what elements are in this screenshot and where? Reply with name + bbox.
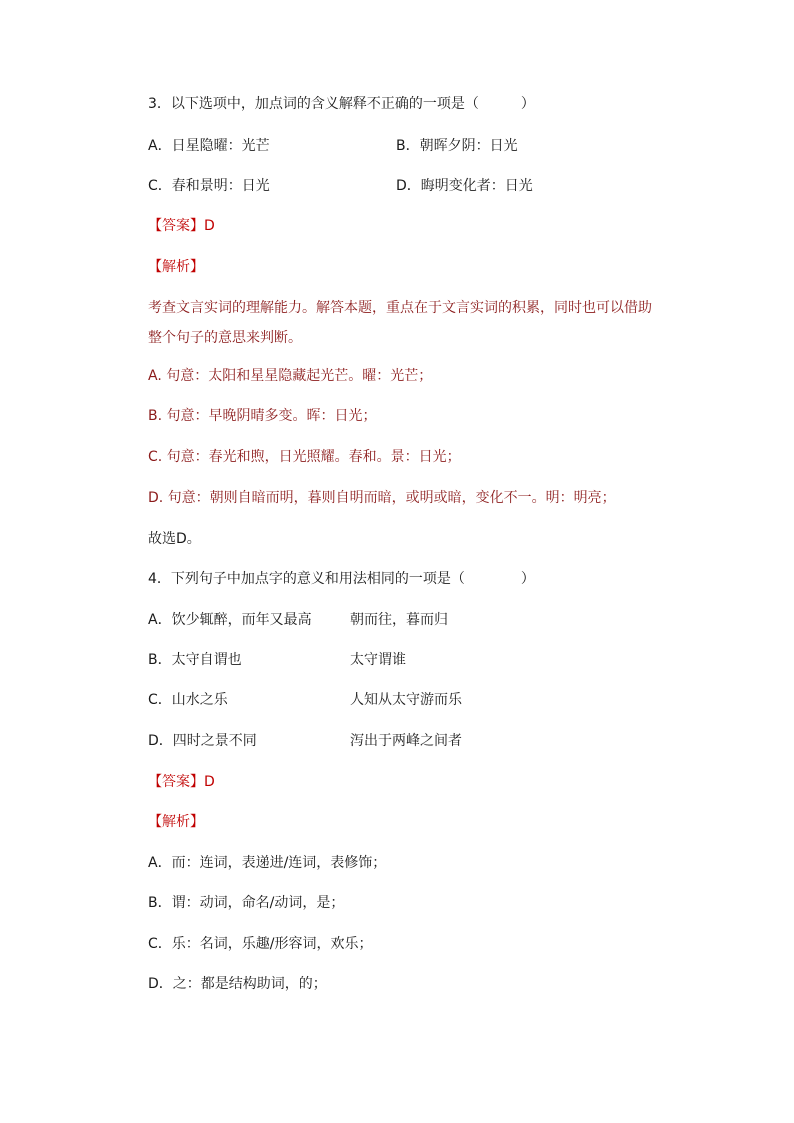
answer-tag: 【答案】 xyxy=(148,218,204,234)
q4-explanation-c: C．乐：名词，乐趣/形容词，欢乐； xyxy=(148,936,373,952)
q4-analysis-tag: 【解析】 xyxy=(148,814,204,830)
q4-answer xyxy=(148,772,215,792)
q3-option-a: A．日星隐曜：光芒 xyxy=(148,138,270,154)
answer-value: D xyxy=(204,218,215,234)
q4-explanation-b: B．谓：动词，命名/动词，是； xyxy=(148,895,345,911)
q3-option-d: D．晦明变化者：日光 xyxy=(396,178,533,194)
q4-option-b-right: 太守谓谁 xyxy=(350,652,406,668)
q3-explanation-d: D. 句意：朝则自暗而明，暮则自明而暗，或明或暗，变化不一。明：明亮； xyxy=(148,490,616,506)
q3-stem: 3．以下选项中，加点词的含义解释不正确的一项是（ ） xyxy=(148,96,535,112)
q3-answer xyxy=(148,216,215,236)
q3-explanation-a: A. 句意：太阳和星星隐藏起光芒。曜：光芒； xyxy=(148,368,433,384)
q4-explanation-d: D．之：都是结构助词，的； xyxy=(148,976,327,992)
q3-explanation-b: B. 句意：早晚阴晴多变。晖：日光； xyxy=(148,408,377,424)
q4-option-b-left: B．太守自谓也 xyxy=(148,652,242,668)
q4-stem: 4．下列句子中加点字的意义和用法相同的一项是（ ） xyxy=(148,571,535,587)
q4-option-d-right: 泻出于两峰之间者 xyxy=(350,733,462,749)
q3-option-b: B．朝晖夕阴：日光 xyxy=(396,138,518,154)
q4-option-a-left: A．饮少辄醉，而年又最高 xyxy=(148,612,312,628)
q4-option-d-left: D．四时之景不同 xyxy=(148,733,257,749)
q4-option-c-right: 人知从太守游而乐 xyxy=(350,692,462,708)
answer-value: D xyxy=(204,774,215,790)
q3-analysis-tag: 【解析】 xyxy=(148,259,204,275)
q3-explanation-c: C. 句意：春光和煦，日光照耀。春和。景：日光； xyxy=(148,449,461,465)
q3-option-c: C．春和景明：日光 xyxy=(148,178,270,194)
q4-option-a-right: 朝而往，暮而归 xyxy=(350,612,448,628)
answer-tag: 【答案】 xyxy=(148,774,204,790)
q4-option-c-left: C．山水之乐 xyxy=(148,692,228,708)
q3-conclusion: 故选D。 xyxy=(148,531,201,547)
q4-explanation-a: A．而：连词，表递进/连词，表修饰； xyxy=(148,855,387,871)
q3-analysis-text: 考查文言实词的理解能力。解答本题，重点在于文言实词的积累，同时也可以借助整个句子的意思来判断。 xyxy=(148,300,652,346)
